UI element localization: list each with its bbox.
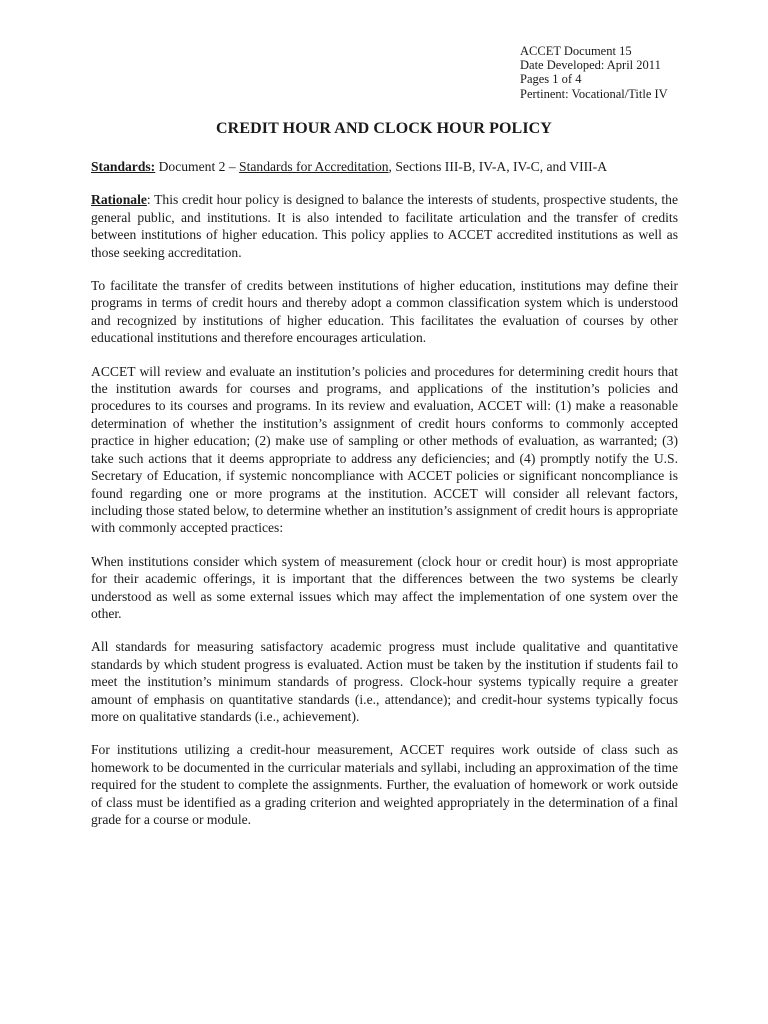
rationale-text: : This credit hour policy is designed to balance the interests of students, prospective students, the general public, and institutions. It is also intended to facilitate articulation and the transfer of credits between institutions of higher education. This policy applies to ACCET accredited institutions as well as those seeking accreditation. [91,192,678,260]
page-title: CREDIT HOUR AND CLOCK HOUR POLICY [216,120,552,137]
standards-pre: Document 2 – [155,159,240,174]
page-count: Pages 1 of 4 [520,72,582,87]
pertinent: Pertinent: Vocational/Title IV [520,86,668,101]
paragraph-academic-progress: All standards for measuring satisfactory academic progress must include qualitative and quantitative standards by which student progress is evaluated. Action must be taken by the institution if students fail to meet the institution’s minimum standards of progress. Clock-hour systems typically require a greater amount of emphasis on quantitative standards (i.e., attendance); and credit-hour systems typically focus more on qualitative standards (i.e., achievement). [91,639,678,724]
rationale-paragraph [91,191,678,261]
document-body [91,158,678,844]
paragraph-homework: For institutions utilizing a credit-hour measurement, ACCET requires work outside of class such as homework to be documented in the curricular materials and syllabi, including an approximation of the time required for the student to complete the assignments. Further, the evaluation of homework or work outside of class must be identified as a grading criterion and weighted appropriately in the determination of a final grade for a course or module. [91,742,678,827]
standards-paragraph [91,158,678,175]
paragraph-measurement: When institutions consider which system of measurement (clock hour or credit hour) is most appropriate for their academic offerings, it is important that the differences between the two systems be clearly understood as well as some external issues which may affect the implementation of one system over the other. [91,553,678,621]
date-developed: Date Developed: April 2011 [520,58,661,73]
document-number: ACCET Document 15 [520,44,632,58]
standards-post: , Sections III-B, IV-A, IV-C, and VIII-A [388,159,608,174]
rationale-label: Rationale [91,192,147,208]
paragraph-transfer: To facilitate the transfer of credits between institutions of higher education, institutions may define their programs in terms of credit hours and thereby adopt a common classification system which is understood and recognized by institutions of higher education. This facilitates the evaluation of courses by other educational institutions and therefore encourages articulation. [91,278,678,346]
standards-link: Standards for Accreditation [239,159,389,174]
document-header [520,44,668,101]
paragraph-review: ACCET will review and evaluate an institution’s policies and procedures for determining credit hours that the institution awards for courses and programs, and applications of the institution’s policies and procedures to its courses and programs. In its review and evaluation, ACCET will: (1) make a reasonable determination of whether the institution’s assignment of credit hours conforms to commonly accepted practice in higher education; (2) make use of sampling or other methods of evaluation, as warranted; (3) take such actions that it deems appropriate to address any deficiencies; and (4) promptly notify the U.S. Secretary of Education, if systemic noncompliance with ACCET policies or significant noncompliance is found regarding one or more programs at the institution. ACCET will consider all relevant factors, including those stated below, to determine whether an institution’s assignment of credit hours is appropriate with commonly accepted practices: [91,363,678,536]
standards-label: Standards: [91,159,156,174]
